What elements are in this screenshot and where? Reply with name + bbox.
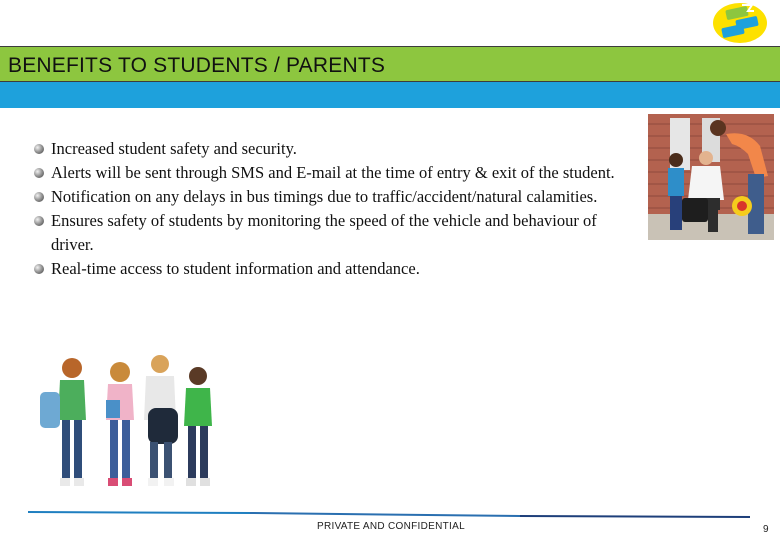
bullet-icon — [34, 192, 44, 202]
parent-child-photo — [648, 114, 774, 240]
confidential-label: PRIVATE AND CONFIDENTIAL — [317, 521, 465, 532]
students-photo — [36, 350, 222, 498]
list-item: Alerts will be sent through SMS and E-mail at the time of entry & exit of the student. — [34, 161, 634, 185]
list-item: Ensures safety of students by monitoring the speed of the vehicle and behaviour of driver. — [34, 209, 634, 257]
list-item: Increased student safety and security. — [34, 137, 634, 161]
bullet-icon — [34, 264, 44, 274]
slide-title: BENEFITS TO STUDENTS / PARENTS — [8, 54, 386, 77]
blue-band — [0, 82, 780, 108]
list-item: Notification on any delays in bus timings due to traffic/accident/natural calamities. — [34, 185, 634, 209]
bullet-icon — [34, 168, 44, 178]
title-band — [0, 46, 780, 82]
company-logo — [712, 2, 768, 44]
bullet-icon — [34, 144, 44, 154]
bullet-icon — [34, 216, 44, 226]
page-number: 9 — [763, 524, 769, 535]
list-item: Real-time access to student information and attendance. — [34, 257, 634, 281]
benefits-list — [34, 137, 634, 281]
